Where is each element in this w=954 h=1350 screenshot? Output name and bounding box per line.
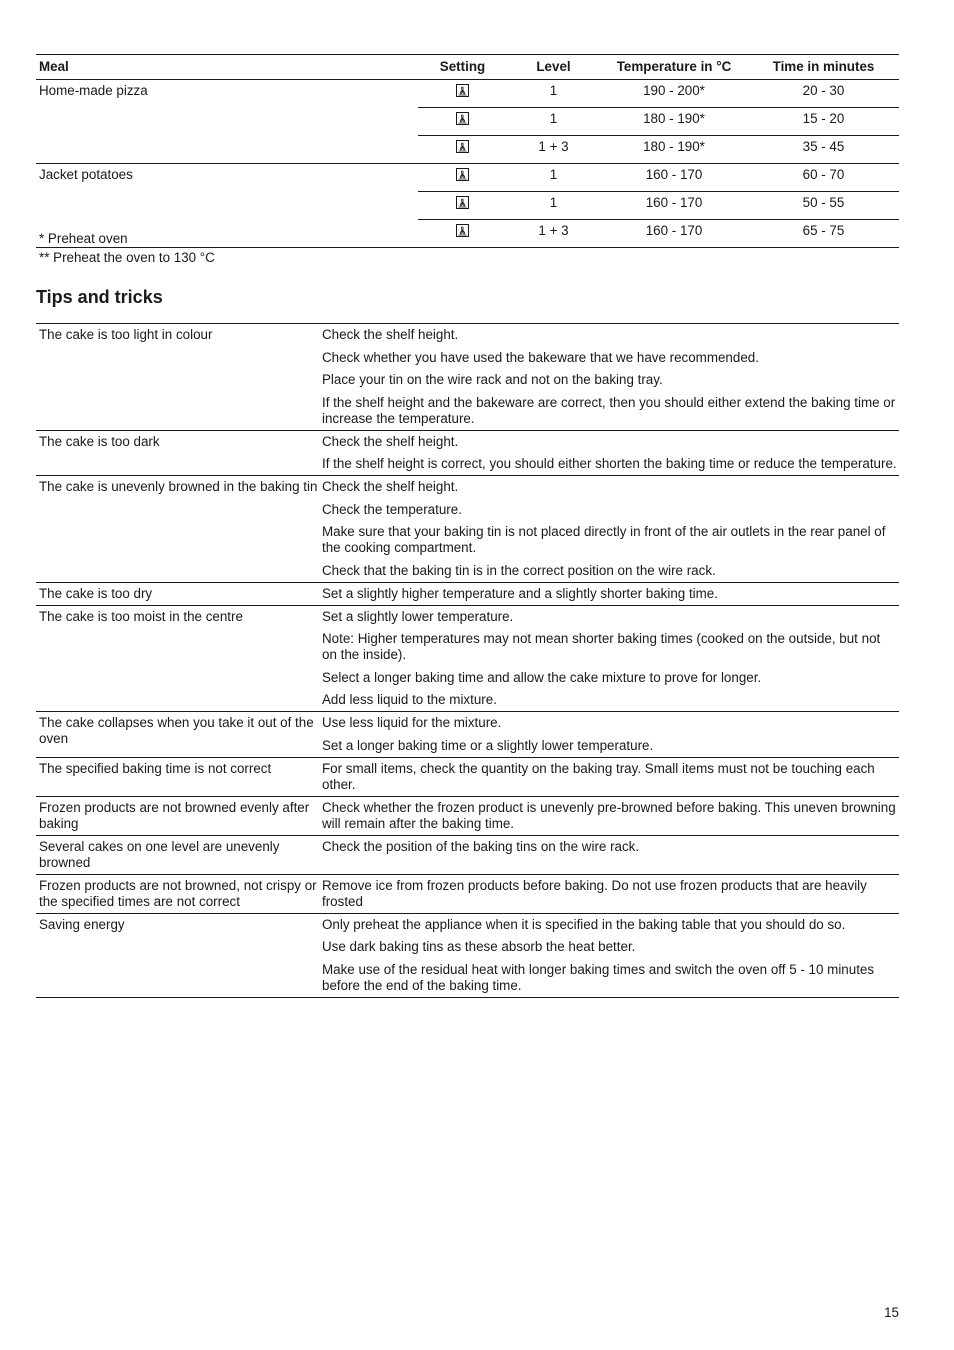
tip-row [36,324,899,431]
level-cell: 1 + 3 [507,220,600,248]
tip-problem: Saving energy [39,916,125,932]
tip-solution: Set a longer baking time or a slightly lower temperature. [322,737,654,753]
tip-solution: Check the shelf height. [322,433,459,449]
tip-solution: For small items, check the quantity on the baking tray. Small items must not be touching each other. [322,760,875,792]
tip-solutions [322,606,899,712]
setting-cell [418,192,507,220]
setting-cell [418,136,507,164]
tip-solution: Only preheat the appliance when it is specified in the baking table that you should do so. [322,916,846,932]
tip-problem: The cake collapses when you take it out of the oven [39,715,314,746]
page-number: 15 [884,1305,899,1320]
baking-row [36,80,899,108]
level-cell: 1 [507,192,600,220]
section-heading: Tips and tricks [36,287,163,307]
footnote-preheat: * Preheat oven [39,231,128,246]
header-temperature: Temperature in °C [600,55,748,80]
tip-problem: The cake is too dry [39,585,153,601]
tip-problem: The cake is too dark [39,433,160,449]
baking-table [36,54,899,248]
tip-solution: Note: Higher temperatures may not mean shorter baking times (cooked on the outside, but not on the inside). [322,631,881,662]
tip-row [36,836,899,875]
time-cell: 60 - 70 [748,164,899,192]
temperature-cell: 190 - 200* [600,80,748,108]
level-cell: 1 [507,80,600,108]
tip-solution: Check the temperature. [322,501,462,517]
header-setting: Setting [418,55,507,80]
tip-solution: Place your tin on the wire rack and not on the baking tray. [322,372,663,387]
tip-row [36,875,899,914]
tip-problem: The cake is too light in colour [39,327,213,342]
fan-heating-icon [456,84,469,97]
tip-row [36,712,899,758]
tip-solution: Use dark baking tins as these absorb the heat better. [322,939,636,954]
temperature-cell: 180 - 190* [600,108,748,136]
meal-name: Jacket potatoes [36,164,418,248]
tip-solutions [322,324,899,430]
tip-problem: The specified baking time is not correct [39,760,272,776]
tip-row [36,431,899,477]
tip-solutions [322,583,899,605]
level-cell: 1 [507,164,600,192]
tip-row [36,583,899,606]
temperature-cell: 160 - 170 [600,220,748,248]
time-cell: 50 - 55 [748,192,899,220]
tip-solutions [322,836,899,874]
level-cell: 1 + 3 [507,136,600,164]
temperature-cell: 180 - 190* [600,136,748,164]
fan-heating-icon [456,168,469,181]
setting-cell [418,80,507,108]
tip-solution: Check the shelf height. [322,327,459,342]
tip-solution: Make use of the residual heat with longer baking times and switch the oven off 5 - 10 minutes before the end of the baking time. [322,961,875,993]
time-cell: 20 - 30 [748,80,899,108]
baking-table-header [36,55,899,80]
tip-solution: Set a slightly higher temperature and a slightly shorter baking time. [322,585,718,601]
tip-solution: Check whether the frozen product is unevenly pre-browned before baking. This uneven browning will remain after the baking time. [322,799,896,831]
temperature-cell: 160 - 170 [600,164,748,192]
tip-solution: If the shelf height and the bakeware are correct, then you should either extend the baking time or increase the temperature. [322,394,896,426]
tip-solution: Check the position of the baking tins on the wire rack. [322,838,640,854]
tip-problem: Frozen products are not browned, not crispy or the specified times are not correct [39,877,317,909]
tip-solutions [322,797,899,835]
tip-solution: Check that the baking tin is in the correct position on the wire rack. [322,562,716,578]
tip-problem: Several cakes on one level are unevenly browned [39,838,280,870]
tip-solution: Use less liquid for the mixture. [322,715,502,730]
tip-solution: Set a slightly lower temperature. [322,608,514,624]
tip-row [36,797,899,836]
tip-problem: The cake is unevenly browned in the baking tin [39,479,318,494]
header-meal: Meal [36,55,418,80]
tip-solutions [322,476,899,582]
tip-row [36,606,899,713]
time-cell: 35 - 45 [748,136,899,164]
tip-solution: If the shelf height is correct, you should either shorten the baking time or reduce the temperature. [322,456,897,471]
tip-solutions [322,431,899,476]
time-cell: 15 - 20 [748,108,899,136]
setting-cell [418,164,507,192]
tip-solution: Check the shelf height. [322,479,459,494]
tip-solution: Check whether you have used the bakeware that we have recommended. [322,349,759,365]
level-cell: 1 [507,108,600,136]
tips-table [36,323,899,998]
tip-solution: Select a longer baking time and allow the cake mixture to prove for longer. [322,669,762,685]
tip-solution: Remove ice from frozen products before baking. Do not use frozen products that are heavily frosted [322,877,867,909]
temperature-cell: 160 - 170 [600,192,748,220]
time-cell: 65 - 75 [748,220,899,248]
footnote-preheat-130: ** Preheat the oven to 130 °C [39,250,215,265]
setting-cell [418,220,507,248]
tip-solutions [322,712,899,757]
header-time: Time in minutes [748,55,899,80]
tip-solution: Add less liquid to the mixture. [322,692,497,707]
tip-solutions [322,875,899,913]
fan-heating-icon [456,224,469,237]
fan-heating-icon [456,196,469,209]
tip-problem: Frozen products are not browned evenly after baking [39,799,310,831]
header-level: Level [507,55,600,80]
setting-cell [418,108,507,136]
tip-row [36,758,899,797]
baking-row [36,164,899,192]
tip-solutions [322,758,899,796]
tip-solution: Make sure that your baking tin is not placed directly in front of the air outlets in the rear panel of the cooking compartment. [322,524,886,555]
tip-solutions [322,914,899,997]
fan-heating-icon [456,112,469,125]
tip-problem: The cake is too moist in the centre [39,608,243,624]
meal-name: Home-made pizza [36,80,418,164]
tip-row [36,914,899,998]
tip-row [36,476,899,583]
fan-heating-icon [456,140,469,153]
